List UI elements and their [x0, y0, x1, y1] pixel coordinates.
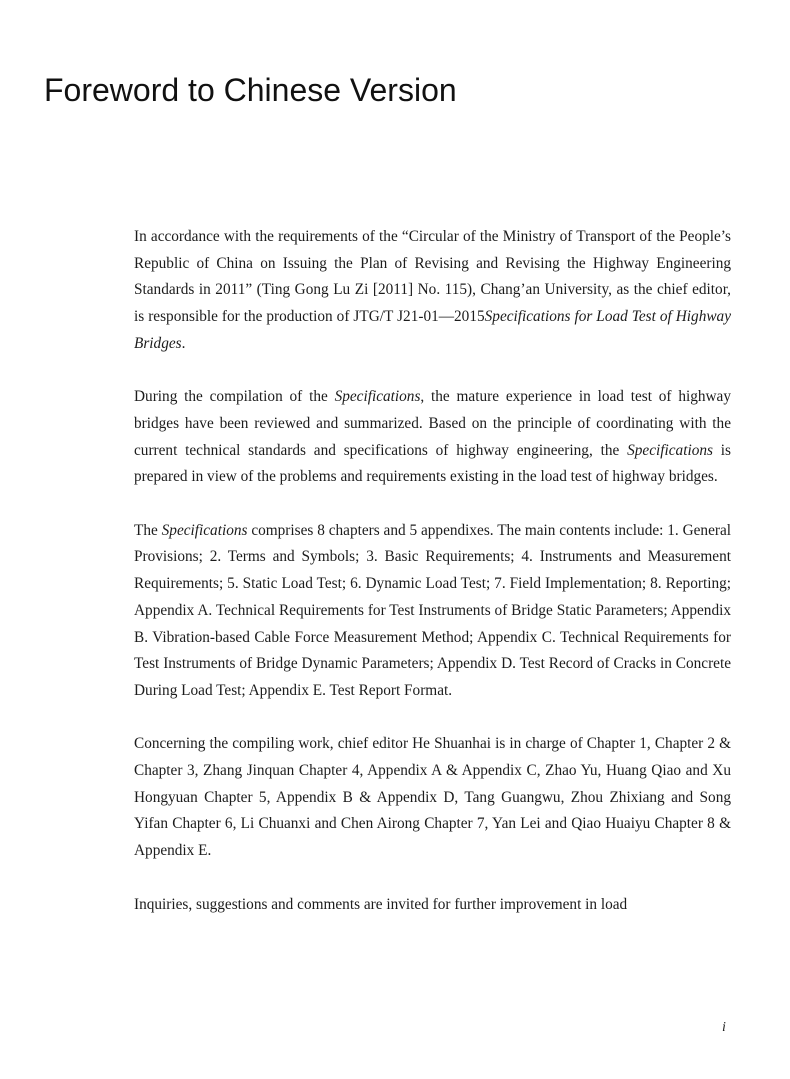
- paragraph-inquiries: [134, 892, 731, 919]
- page-title: Foreword to Chinese Version: [44, 72, 457, 108]
- paragraph-text: , the mature experience in load test of highway bridges have been reviewed and summarized. Based on the principle of coordinating with the current technical standards and specifications of highway engineering, the: [134, 388, 731, 459]
- paragraph-circular: [134, 224, 731, 358]
- paragraph-compilation: [134, 384, 731, 491]
- paragraph-compiling-work: [134, 731, 731, 865]
- specifications-term: Specifications: [627, 441, 713, 459]
- paragraph-text: is prepared in view of the problems and requirements existing in the load test of highway bridges.: [134, 441, 731, 486]
- paragraph-text: comprises 8 chapters and 5 appendixes. The main contents include: 1. General Provisions; 2. Terms and Symbols; 3. Basic Requirements; 4. Instruments and Measurement Requirements; 5. Static Load Test; 6. Dynamic Load Test; 7. Field Implementation; 8. Reporting; Appendix A. Technical Requirements for Test Instruments of Bridge Static Parameters; Appendix B. Vibration-based Cable Force Measurement Method; Appendix C. Technical Requirements for Test Instruments of Bridge Dynamic Parameters; Appendix D. Test Record of Cracks in Concrete During Load Test; Appendix E. Test Report Format.: [134, 521, 731, 699]
- specifications-term: Specifications: [161, 521, 248, 539]
- paragraph-text: Inquiries, suggestions and comments are invited for further improvement in load: [134, 895, 628, 913]
- specifications-title: Specifications for Load Test of Highway Bridges: [134, 308, 731, 352]
- paragraph-text: .: [181, 334, 186, 352]
- paragraph-text: During the compilation of the: [134, 388, 335, 406]
- paragraph-text: Concerning the compiling work, chief editor He Shuanhai is in charge of Chapter 1, Chapter 2 & Chapter 3, Zhang Jinquan Chapter 4, Appendix A & Appendix C, Zhao Yu, Huang Qiao and Xu Hongyuan Chapter 5, Appendix B & Appendix D, Tang Guangwu, Zhou Zhixiang and Song Yifan Chapter 6, Li Chuanxi and Chen Airong Chapter 7, Yan Lei and Qiao Huaiyu Chapter 8 & Appendix E.: [134, 735, 731, 860]
- page-number: i: [722, 1020, 726, 1035]
- paragraph-contents: [134, 518, 731, 705]
- document-body: [134, 224, 731, 918]
- paragraph-text: In accordance with the requirements of the “Circular of the Ministry of Transport of the People’s Republic of China on Issuing the Plan of Revising and Revising the Highway Engineering Standards in 2011” (Ting Gong Lu Zi [2011] No. 115), Chang’an University, as the chief editor, is responsible for the production of JTG/T J21-01—2015: [134, 228, 731, 326]
- paragraph-text: The: [134, 521, 162, 539]
- specifications-term: Specifications: [334, 388, 421, 406]
